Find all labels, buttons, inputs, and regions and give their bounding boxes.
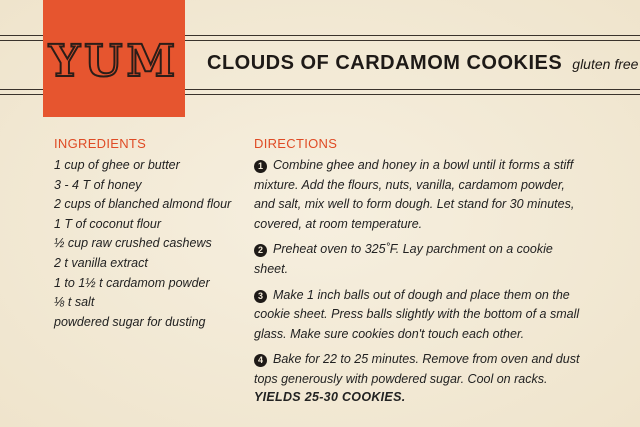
direction-step xyxy=(254,156,584,234)
ingredient-item: 1 cup of ghee or butter xyxy=(54,158,180,172)
recipe-title: CLOUDS OF CARDAMOM COOKIES xyxy=(207,52,563,74)
step-number: 4 xyxy=(254,354,267,367)
step-number: 2 xyxy=(254,244,267,257)
direction-step xyxy=(254,350,584,389)
step-text: Make 1 inch balls out of dough and place them on the cookie sheet. Press balls slightly with the bottom of a small glass. Make sure cookies don't touch each other. xyxy=(254,287,580,341)
ingredient-item: 1 to 1½ t cardamom powder xyxy=(54,275,210,290)
direction-step xyxy=(254,240,584,279)
recipe-title-line xyxy=(207,52,638,75)
directions-list xyxy=(254,156,584,404)
ingredient-item: ½ cup raw crushed cashews xyxy=(54,236,212,251)
step-number: 3 xyxy=(254,290,267,303)
ingredient-item: 1 T of coconut flour xyxy=(54,216,162,231)
badge-text: YUM xyxy=(48,36,180,87)
ingredients-list xyxy=(54,156,231,332)
yields-line: YIELDS 25-30 COOKIES. xyxy=(254,389,406,404)
ingredient-item: ⅛ t salt xyxy=(54,295,95,310)
direction-step xyxy=(254,286,584,345)
step-text: Bake for 22 to 25 minutes. Remove from oven and dust tops generously with powdered sugar. Cool on racks. xyxy=(254,352,580,386)
step-text: Preheat oven to 325˚F. Lay parchment on a cookie sheet. xyxy=(254,242,553,276)
step-text: Combine ghee and honey in a bowl until it forms a stiff mixture. Add the flours, nuts, vanilla, cardamom powder, and salt, mix well to form dough. Let stand for 30 minutes, covered, at room temperature. xyxy=(254,158,575,231)
yum-badge xyxy=(43,0,185,117)
step-number: 1 xyxy=(254,160,267,173)
ingredient-item: 3 - 4 T of honey xyxy=(54,177,142,192)
recipe-subtitle: gluten free xyxy=(572,56,639,72)
ingredient-item: powdered sugar for dusting xyxy=(54,314,206,329)
ingredient-item: 2 cups of blanched almond flour xyxy=(54,197,232,212)
ingredient-item: 2 t vanilla extract xyxy=(54,255,148,270)
ingredients-heading: INGREDIENTS xyxy=(54,136,147,151)
directions-heading: DIRECTIONS xyxy=(254,136,338,151)
